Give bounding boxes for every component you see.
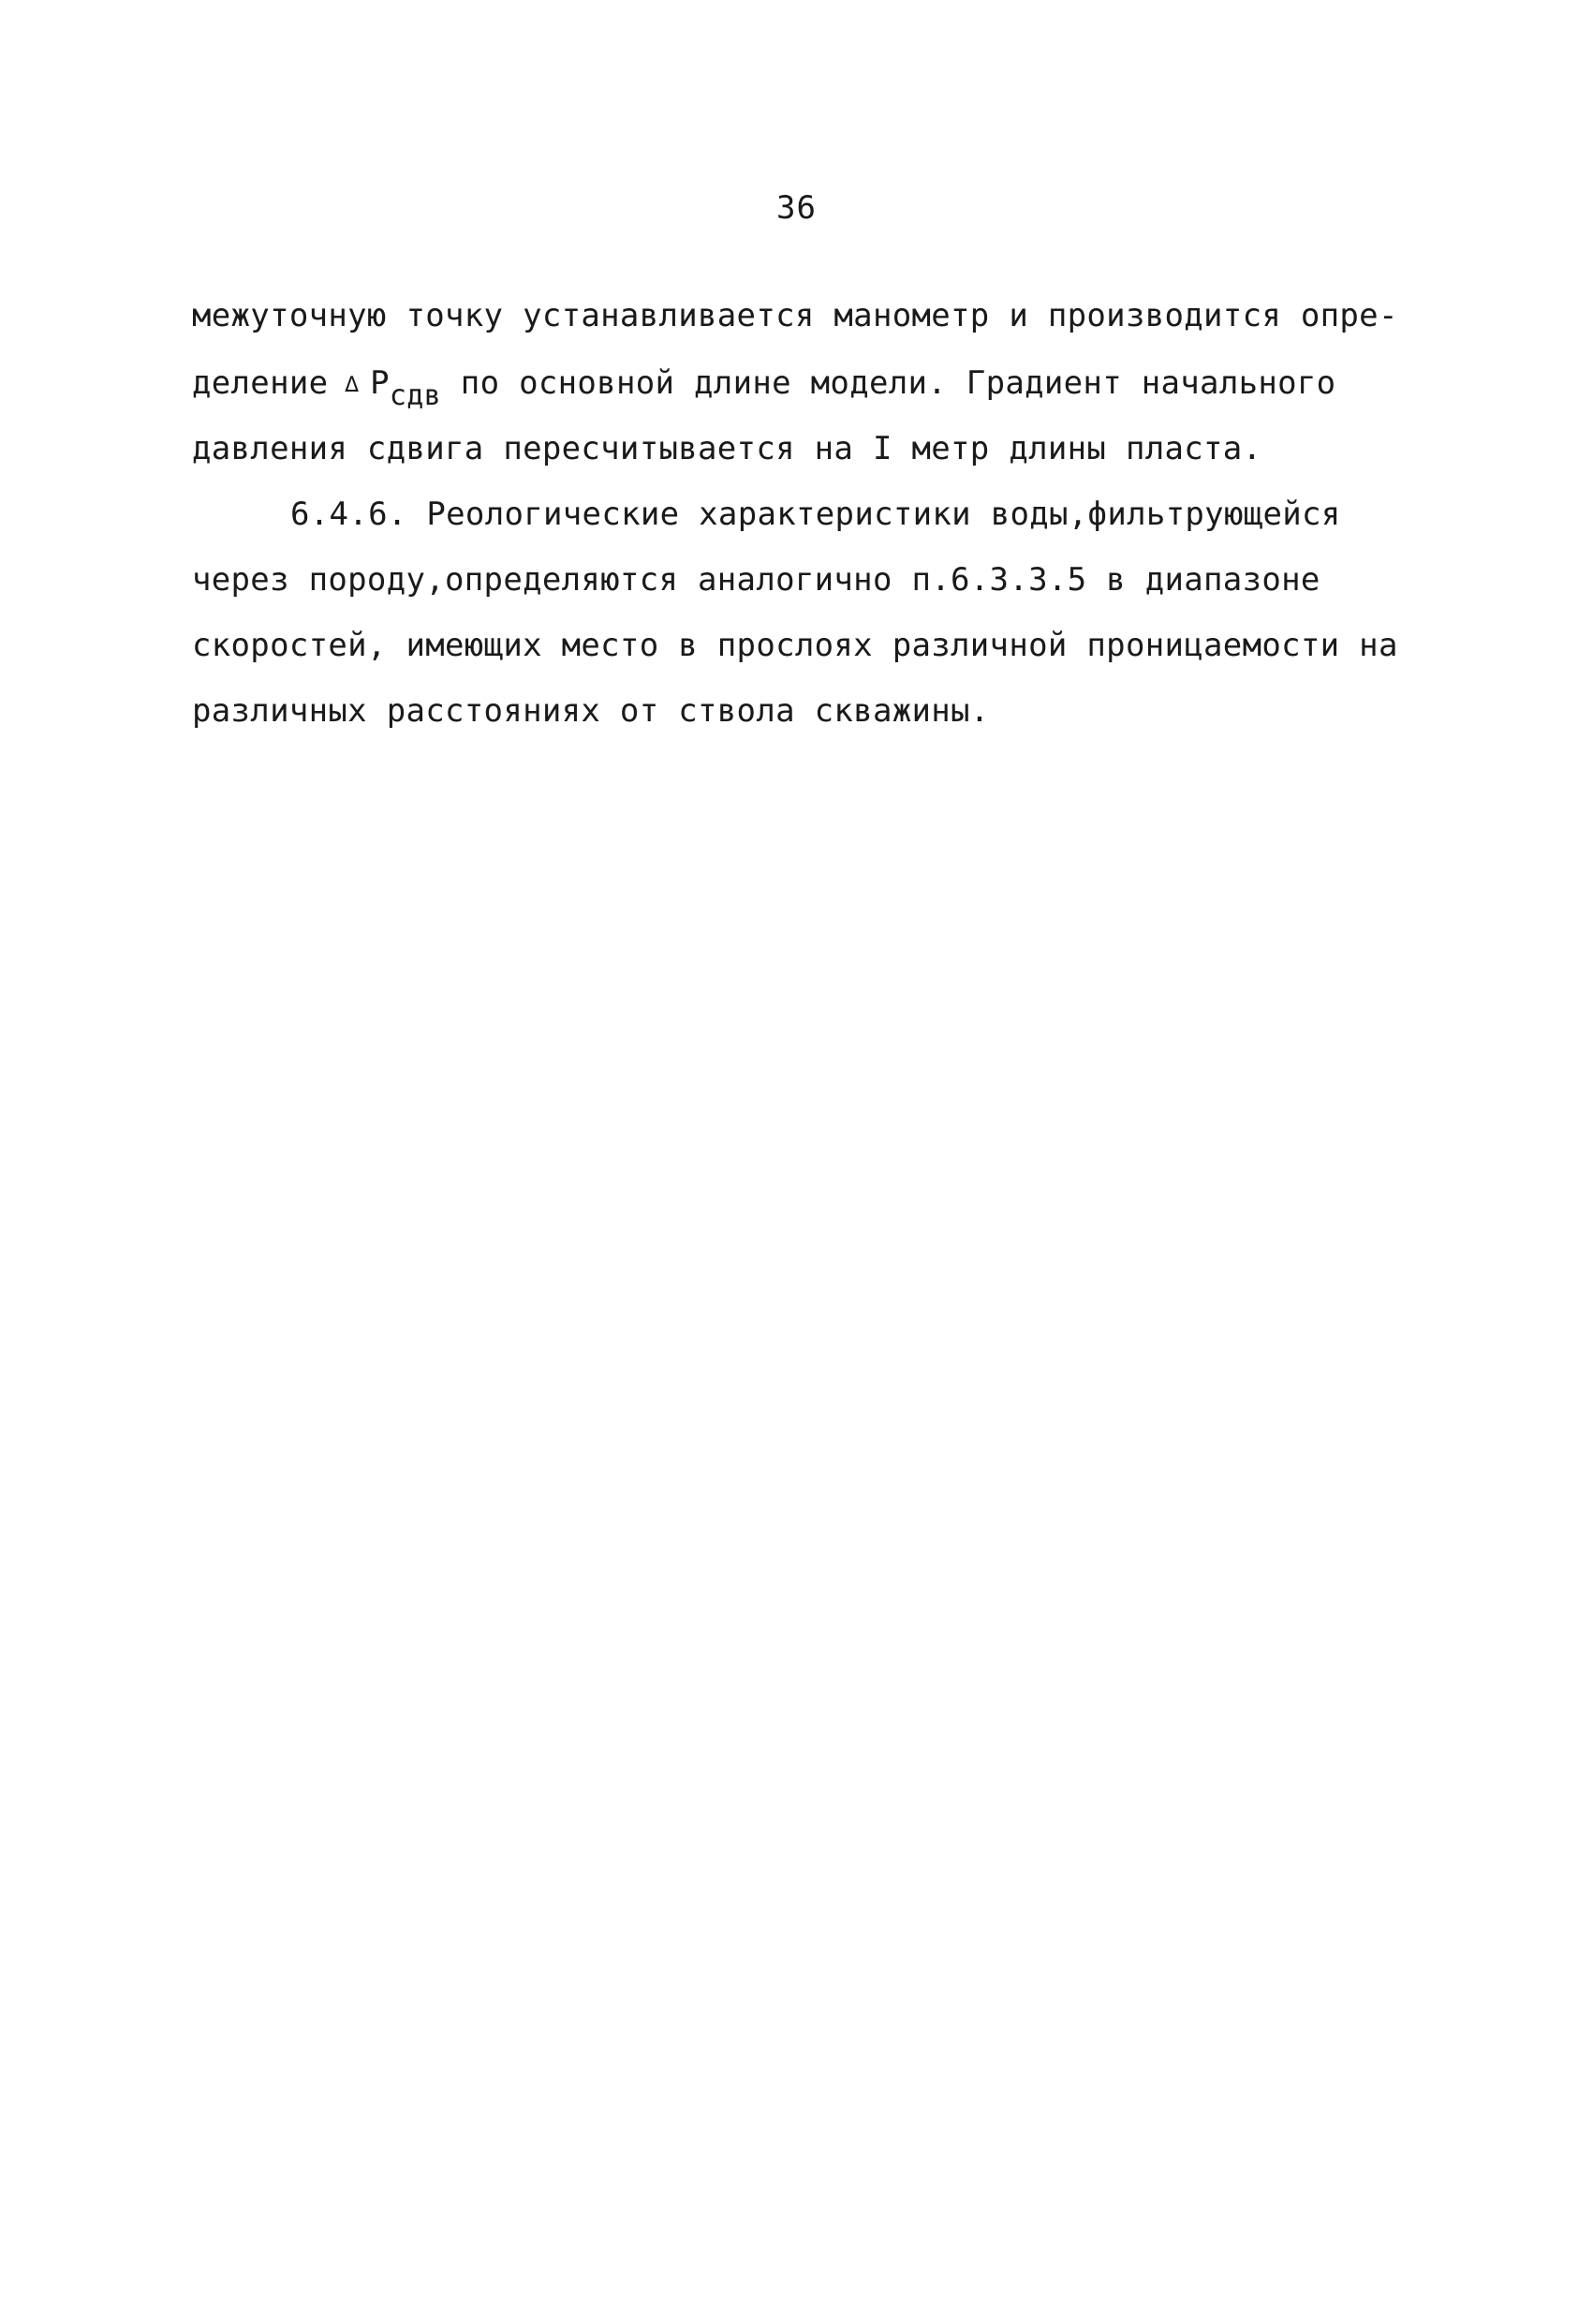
paragraph-2-line-2: через породу,определяются аналогично п.6.3.3.5 в диапазоне <box>192 561 1320 599</box>
paragraph-1-line-2-end: по основной длине модели. Градиент начального <box>460 364 1336 402</box>
paragraph-2-line-3: скоростей, имеющих место в прослоях различной проницаемости на <box>192 627 1398 664</box>
paragraph-1-line-3: давления сдвига пересчитывается на I метр длины пласта. <box>192 430 1262 467</box>
paragraph-2-line-4: различных расстояниях от ствола скважины. <box>192 692 990 730</box>
pressure-symbol: P <box>370 364 390 402</box>
paragraph-2-line-1: 6.4.6. Реологические характеристики воды,фильтрующейся <box>290 496 1341 533</box>
paragraph-1-line-1: межуточную точку устанавливается манометр и производится опре- <box>192 297 1398 334</box>
paragraph-1-line-2 <box>192 364 1336 412</box>
pressure-subscript: сдв <box>389 379 442 412</box>
delta-symbol: ∆ <box>345 371 360 397</box>
paragraph-1-line-2-start: деление <box>192 364 329 402</box>
page-number: 36 <box>776 189 817 227</box>
